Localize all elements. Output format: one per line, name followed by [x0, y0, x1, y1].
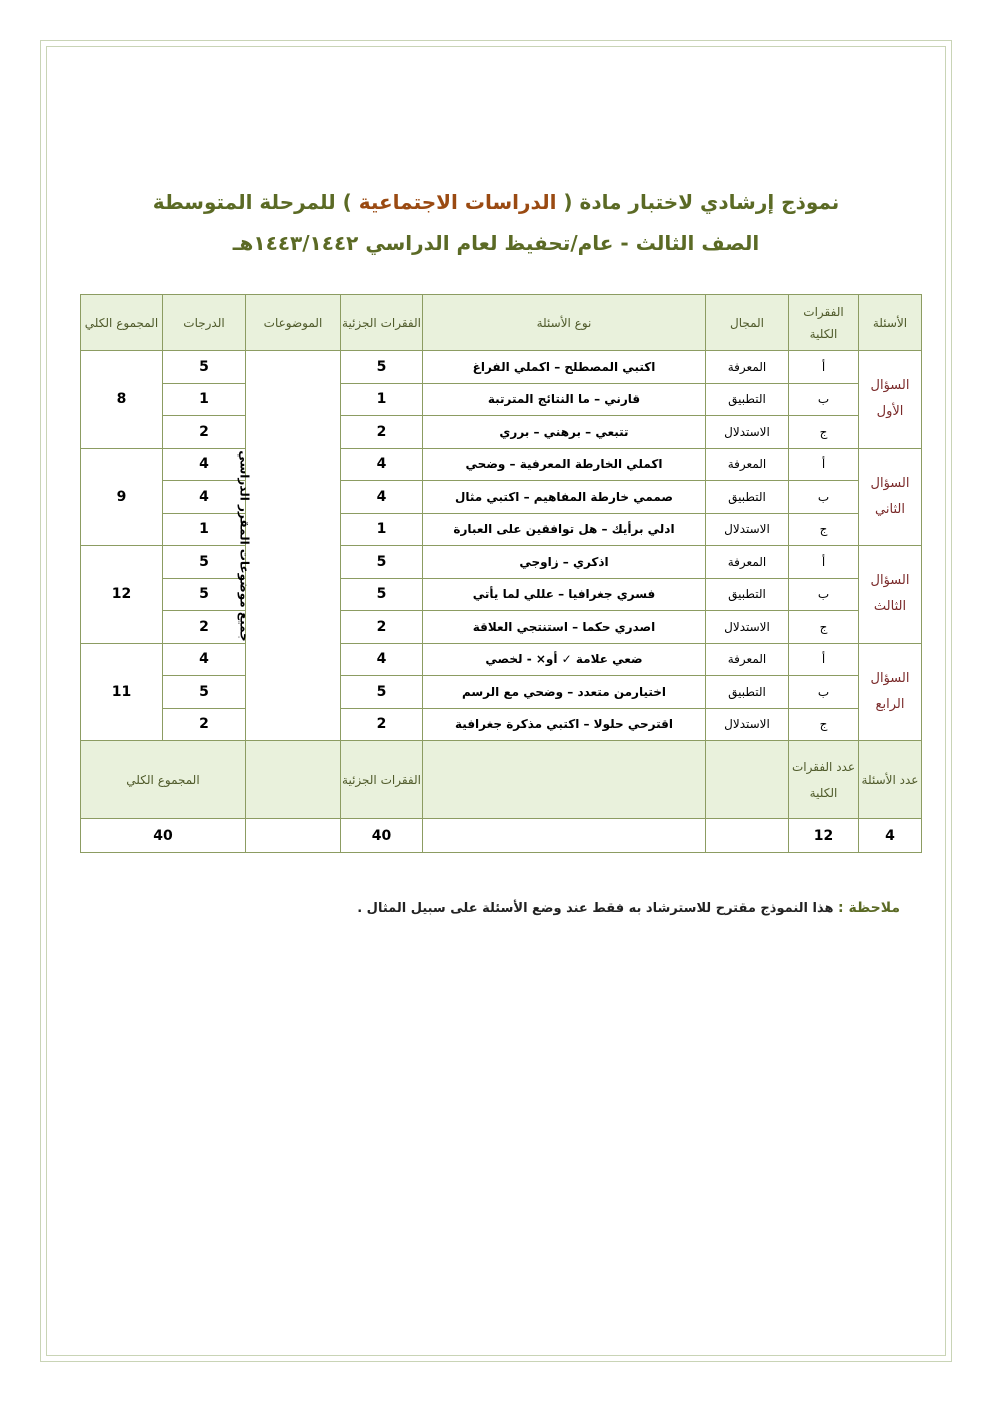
footer-num-questions-label: عدد الأسئلة	[859, 741, 922, 819]
topics-text: جميع موضوعات المقرر الدراسي	[237, 449, 252, 642]
grade-cell: 5	[163, 351, 246, 384]
grade-cell: 5	[163, 546, 246, 579]
question-type-cell: اقترحي حلولا – اكتبي مذكرة جغرافية	[423, 708, 706, 741]
sub-items-cell: 1	[341, 383, 423, 416]
domain-cell: الاستدلال	[706, 611, 789, 644]
item-letter: أ	[789, 546, 859, 579]
question-type-cell: صممي خارطة المفاهيم – اكتبي مثال	[423, 481, 706, 514]
sub-items-cell: 4	[341, 481, 423, 514]
title-prefix: نموذج إرشادي لاختبار مادة (	[563, 190, 840, 214]
sub-items-cell: 5	[341, 578, 423, 611]
domain-cell: الاستدلال	[706, 708, 789, 741]
question-total: 9	[81, 448, 163, 546]
question-label: السؤال الرابع	[859, 643, 922, 741]
grand-total: 40	[81, 819, 246, 853]
question-type-cell: ادلي برأيك – هل توافقين على العبارة	[423, 513, 706, 546]
footer-sub-items-label: الفقرات الجزئية	[341, 741, 423, 819]
table-row	[81, 578, 922, 611]
question-label: السؤال الأول	[859, 351, 922, 449]
title-line-1	[0, 190, 992, 214]
question-label: السؤال الثاني	[859, 448, 922, 546]
sub-items-cell: 2	[341, 611, 423, 644]
footer-grand-total-label: المجموع الكلي	[81, 741, 246, 819]
question-total: 12	[81, 546, 163, 644]
header-topics: الموضوعات	[246, 295, 341, 351]
domain-cell: المعرفة	[706, 448, 789, 481]
question-type-cell: ضعي علامة ✓ أو× - لخصي	[423, 643, 706, 676]
grade-cell: 4	[163, 481, 246, 514]
table-row	[81, 676, 922, 709]
domain-cell: التطبيق	[706, 578, 789, 611]
header-row	[81, 295, 922, 351]
footer-empty	[423, 819, 706, 853]
domain-cell: التطبيق	[706, 676, 789, 709]
title-line-2: الصف الثالث - عام/تحفيظ لعام الدراسي ١٤٤٣/١٤٤٢هـ	[232, 231, 760, 255]
question-type-cell: اكتبي المصطلح – اكملي الفراغ	[423, 351, 706, 384]
sub-items-cell: 4	[341, 643, 423, 676]
grade-cell: 2	[163, 611, 246, 644]
note	[357, 900, 900, 916]
footer-empty	[246, 819, 341, 853]
sub-items-cell: 2	[341, 708, 423, 741]
footer-num-total-items-label: عدد الفقرات الكلية	[789, 741, 859, 819]
item-letter: أ	[789, 351, 859, 384]
sub-items-cell: 1	[341, 513, 423, 546]
question-type-cell: اصدري حكما – استنتجي العلاقة	[423, 611, 706, 644]
domain-cell: التطبيق	[706, 383, 789, 416]
item-letter: ج	[789, 416, 859, 449]
grade-cell: 5	[163, 578, 246, 611]
question-type-cell: اذكري – زاوجي	[423, 546, 706, 579]
header-question-type: نوع الأسئلة	[423, 295, 706, 351]
sub-items-cell: 5	[341, 676, 423, 709]
domain-cell: التطبيق	[706, 481, 789, 514]
sub-items-total: 40	[341, 819, 423, 853]
table-row	[81, 481, 922, 514]
domain-cell: الاستدلال	[706, 513, 789, 546]
domain-cell: الاستدلال	[706, 416, 789, 449]
footer-empty	[423, 741, 706, 819]
table-row	[81, 643, 922, 676]
item-letter: أ	[789, 643, 859, 676]
item-letter: أ	[789, 448, 859, 481]
header-domain: المجال	[706, 295, 789, 351]
topics-cell	[237, 351, 341, 741]
question-type-cell: قارني – ما النتائج المترتبة	[423, 383, 706, 416]
grade-cell: 1	[163, 383, 246, 416]
domain-cell: المعرفة	[706, 546, 789, 579]
grade-cell: 2	[163, 416, 246, 449]
table-row	[81, 611, 922, 644]
footer-label-row	[81, 741, 922, 819]
item-letter: ب	[789, 383, 859, 416]
question-label: السؤال الثالث	[859, 546, 922, 644]
item-letter: ب	[789, 578, 859, 611]
sub-items-cell: 5	[341, 546, 423, 579]
item-letter: ب	[789, 481, 859, 514]
num-questions: 4	[859, 819, 922, 853]
table-row	[81, 383, 922, 416]
question-type-cell: تتبعي – برهني – برري	[423, 416, 706, 449]
sub-items-cell: 2	[341, 416, 423, 449]
item-letter: ج	[789, 611, 859, 644]
question-type-cell: اكملي الخارطة المعرفية – وضحي	[423, 448, 706, 481]
question-total: 11	[81, 643, 163, 741]
header-total-items: الفقرات الكلية	[789, 295, 859, 351]
table-row	[81, 351, 922, 384]
footer-empty	[246, 741, 341, 819]
grade-cell: 4	[163, 448, 246, 481]
subject-name: الدراسات الاجتماعية	[351, 190, 564, 214]
footer-empty	[706, 741, 789, 819]
header-sub-items: الفقرات الجزئية	[341, 295, 423, 351]
domain-cell: المعرفة	[706, 351, 789, 384]
sub-items-cell: 4	[341, 448, 423, 481]
question-type-cell: اختيارمن متعدد – وضحي مع الرسم	[423, 676, 706, 709]
header-questions: الأسئلة	[859, 295, 922, 351]
note-label: ملاحظة :	[838, 900, 900, 916]
exam-spec-table	[80, 294, 922, 853]
grade-cell: 1	[163, 513, 246, 546]
item-letter: ب	[789, 676, 859, 709]
item-letter: ج	[789, 513, 859, 546]
question-type-cell: فسري جغرافيا – عللي لما يأتي	[423, 578, 706, 611]
table-row	[81, 448, 922, 481]
note-text: هذا النموذج مقترح للاسترشاد به فقط عند وضع الأسئلة على سبيل المثال .	[357, 901, 838, 916]
header-grades: الدرجات	[163, 295, 246, 351]
table-row	[81, 416, 922, 449]
grade-cell: 2	[163, 708, 246, 741]
title-suffix: ) للمرحلة المتوسطة	[152, 190, 352, 214]
question-total: 8	[81, 351, 163, 449]
grade-cell: 4	[163, 643, 246, 676]
footer-empty	[706, 819, 789, 853]
item-letter: ج	[789, 708, 859, 741]
footer-value-row	[81, 819, 922, 853]
header-total: المجموع الكلي	[81, 295, 163, 351]
table-row	[81, 708, 922, 741]
sub-items-cell: 5	[341, 351, 423, 384]
grade-cell: 5	[163, 676, 246, 709]
domain-cell: المعرفة	[706, 643, 789, 676]
num-total-items: 12	[789, 819, 859, 853]
